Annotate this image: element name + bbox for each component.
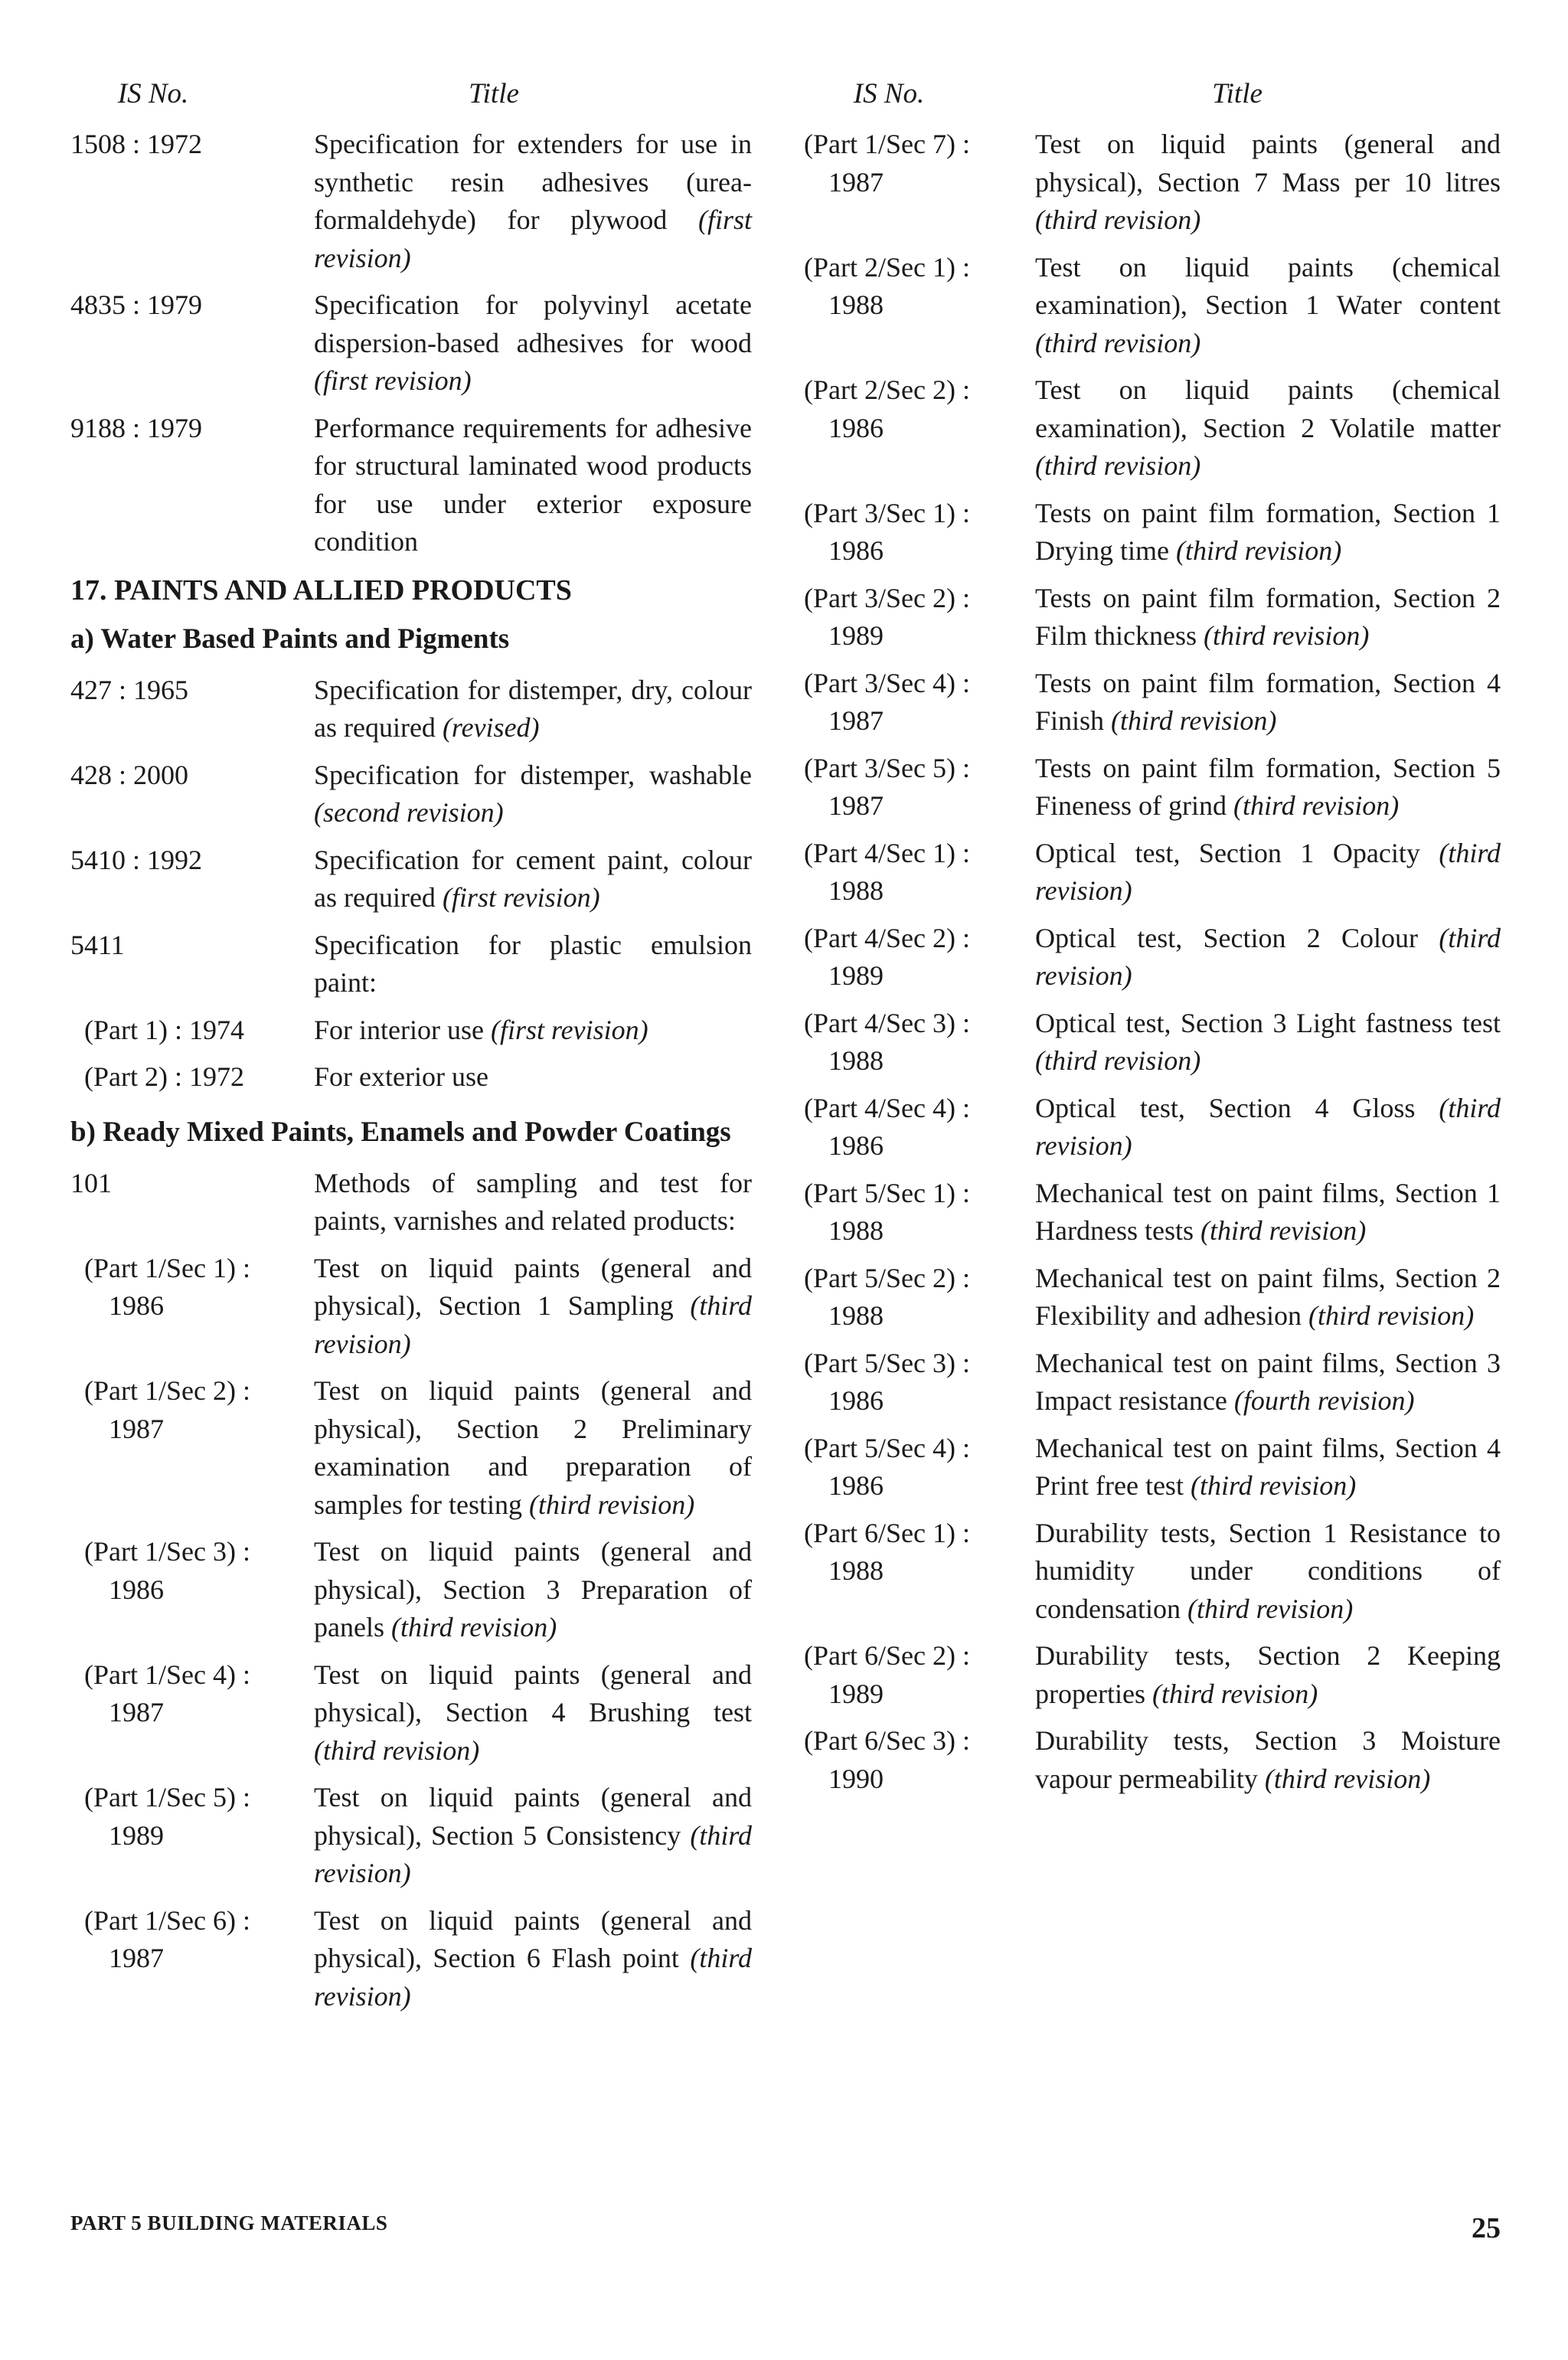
standard-title: Mechanical test on paint films, Section 4 Print free test (third revision): [1035, 1432, 1501, 1501]
is-number: (Part 3/Sec 1) : 1986: [804, 497, 970, 566]
standard-entry: [804, 920, 1501, 995]
standard-entry: [70, 1902, 752, 2016]
standard-entry: [70, 672, 752, 747]
left-column-header: [70, 77, 752, 112]
standard-entry: [804, 1175, 1501, 1250]
is-number: 5410 : 1992: [70, 844, 203, 875]
is-number: (Part 5/Sec 3) : 1986: [804, 1347, 970, 1416]
is-number: (Part 1/Sec 7) : 1987: [804, 129, 970, 198]
standard-title: Test on liquid paints (general and physical), Section 4 Brushing test (third revision): [314, 1659, 752, 1766]
standard-title: For exterior use: [314, 1061, 488, 1092]
standard-entry: [804, 1637, 1501, 1713]
standard-entry: [804, 1260, 1501, 1335]
standard-entry: [804, 1090, 1501, 1165]
is-number: (Part 2/Sec 1) : 1988: [804, 251, 970, 320]
subsection-heading: a) Water Based Paints and Pigments: [70, 623, 510, 655]
is-number: (Part 1/Sec 3) : 1986: [84, 1536, 250, 1605]
is-number: (Part 3/Sec 4) : 1987: [804, 667, 970, 736]
standard-entry: [70, 410, 752, 561]
is-number: (Part 1) : 1974: [84, 1014, 244, 1045]
is-number: (Part 5/Sec 2) : 1988: [804, 1262, 970, 1331]
standard-title: Durability tests, Section 3 Moisture vapour permeability (third revision): [1035, 1725, 1501, 1794]
standard-entry: [70, 1165, 752, 1240]
is-number: 427 : 1965: [70, 674, 189, 705]
is-number: (Part 5/Sec 1) : 1988: [804, 1177, 970, 1246]
page-footer: [70, 2211, 1501, 2245]
right-column: [804, 77, 1501, 1807]
is-number: (Part 6/Sec 3) : 1990: [804, 1725, 970, 1794]
standard-entry: [70, 1250, 752, 1364]
standard-entry: [70, 1012, 752, 1050]
is-number: (Part 4/Sec 1) : 1988: [804, 837, 970, 906]
standard-entry: [804, 1430, 1501, 1505]
standard-title: Test on liquid paints (chemical examination), Section 1 Water content (third revision): [1035, 251, 1501, 358]
standard-title: Specification for cement paint, colour as required (first revision): [314, 844, 752, 913]
standard-title: Test on liquid paints (general and physical), Section 6 Flash point (third revision): [314, 1904, 753, 2012]
standard-title: Tests on paint film formation, Section 1 Drying time (third revision): [1035, 497, 1501, 566]
standard-entry: [70, 757, 752, 832]
is-number: 4835 : 1979: [70, 289, 203, 320]
standard-title: Specification for plastic emulsion paint:: [314, 929, 752, 998]
footer-part-label: PART 5 BUILDING MATERIALS: [70, 2211, 388, 2234]
standard-entry: [804, 371, 1501, 485]
standard-entry: [804, 835, 1501, 910]
is-number: (Part 2/Sec 2) : 1986: [804, 374, 970, 443]
left-column: [70, 77, 752, 2025]
standard-entry: [804, 1722, 1501, 1798]
standard-entry: [70, 1058, 752, 1097]
page-number: 25: [1472, 2212, 1501, 2244]
is-number: (Part 3/Sec 5) : 1987: [804, 752, 970, 821]
standard-title: Test on liquid paints (chemical examination), Section 2 Volatile matter (third revision): [1035, 374, 1501, 481]
standard-title: Mechanical test on paint films, Section 1 Hardness tests (third revision): [1035, 1177, 1501, 1246]
is-number: (Part 1/Sec 6) : 1987: [84, 1904, 250, 1973]
standard-entry: [804, 580, 1501, 655]
standard-title: Durability tests, Section 1 Resistance to humidity under conditions of condensation (third revision): [1035, 1517, 1501, 1624]
is-number: (Part 6/Sec 1) : 1988: [804, 1517, 970, 1586]
standard-title: Specification for polyvinyl acetate dispersion-based adhesives for wood (first revision): [314, 289, 752, 396]
standard-title: Specification for distemper, dry, colour as required (revised): [314, 674, 752, 743]
standard-title: Specification for distemper, washable (second revision): [314, 759, 752, 828]
standard-entry: [804, 665, 1501, 740]
standard-title: Test on liquid paints (general and physical), Section 2 Preliminary examination and preparation of samples for testing (third revision): [314, 1375, 752, 1520]
standard-entry: [804, 495, 1501, 570]
standard-entry: [804, 249, 1501, 363]
right-column-header: [804, 77, 1501, 112]
standard-title: Methods of sampling and test for paints, varnishes and related products:: [314, 1167, 752, 1236]
is-number: (Part 2) : 1972: [84, 1061, 244, 1092]
standard-title: Tests on paint film formation, Section 2 Film thickness (third revision): [1035, 582, 1501, 651]
standard-title: For interior use (first revision): [314, 1014, 648, 1045]
standard-entry: [70, 1656, 752, 1770]
standard-entry: [70, 927, 752, 1002]
is-number: (Part 1/Sec 1) : 1986: [84, 1252, 250, 1321]
standard-title: Test on liquid paints (general and physical), Section 1 Sampling (third revision): [314, 1252, 752, 1359]
standard-title: Test on liquid paints (general and physical), Section 5 Consistency (third revision): [314, 1782, 753, 1888]
standard-entry: [804, 1515, 1501, 1629]
section-heading: 17. PAINTS AND ALLIED PRODUCTS: [70, 574, 572, 606]
standard-title: Tests on paint film formation, Section 4 Finish (third revision): [1035, 667, 1501, 736]
is-number: (Part 5/Sec 4) : 1986: [804, 1432, 970, 1501]
standard-title: Test on liquid paints (general and physical), Section 3 Preparation of panels (third revision): [314, 1536, 752, 1643]
standard-title: Durability tests, Section 2 Keeping properties (third revision): [1035, 1640, 1501, 1709]
is-number: 428 : 2000: [70, 759, 189, 790]
is-no-heading: IS No.: [117, 78, 189, 110]
standard-title: Performance requirements for adhesive for structural laminated wood products for use under exterior exposure condition: [314, 412, 752, 557]
standard-title: Mechanical test on paint films, Section 3 Impact resistance (fourth revision): [1035, 1347, 1501, 1416]
standard-title: Optical test, Section 2 Colour (third revision): [1035, 922, 1501, 991]
standard-entry: [70, 1372, 752, 1524]
standard-entry: [70, 126, 752, 277]
is-number: (Part 4/Sec 4) : 1986: [804, 1092, 970, 1161]
standard-title: Optical test, Section 3 Light fastness test (third revision): [1035, 1007, 1501, 1076]
right-entries-list: [804, 126, 1501, 1798]
is-number: 101: [70, 1167, 112, 1198]
standard-title: Specification for extenders for use in synthetic resin adhesives (urea-formaldehyde) for plywood (first revision): [314, 129, 752, 273]
standard-entry: [804, 1345, 1501, 1420]
standard-title: Optical test, Section 1 Opacity (third revision): [1035, 837, 1501, 906]
title-heading: Title: [469, 78, 519, 110]
is-number: (Part 3/Sec 2) : 1989: [804, 582, 970, 651]
subsection-heading: b) Ready Mixed Paints, Enamels and Powder Coatings: [70, 1116, 731, 1148]
standard-entry: [70, 286, 752, 400]
is-number: 1508 : 1972: [70, 129, 203, 159]
is-number: (Part 1/Sec 5) : 1989: [84, 1782, 250, 1851]
standard-entry: [804, 750, 1501, 825]
is-number: 5411: [70, 929, 125, 960]
standard-title: Test on liquid paints (general and physical), Section 7 Mass per 10 litres (third revision): [1035, 129, 1501, 235]
standard-entry: [70, 1779, 752, 1893]
standard-title: Optical test, Section 4 Gloss (third revision): [1035, 1092, 1501, 1161]
is-number: (Part 1/Sec 2) : 1987: [84, 1375, 250, 1444]
is-number: (Part 4/Sec 3) : 1988: [804, 1007, 970, 1076]
standard-entry: [804, 126, 1501, 240]
title-heading: Title: [1212, 78, 1263, 110]
is-number: (Part 1/Sec 4) : 1987: [84, 1659, 250, 1728]
is-no-heading: IS No.: [853, 78, 925, 110]
standard-title: Mechanical test on paint films, Section 2 Flexibility and adhesion (third revision): [1035, 1262, 1501, 1331]
standard-entry: [804, 1005, 1501, 1080]
is-number: (Part 6/Sec 2) : 1989: [804, 1640, 970, 1709]
standard-title: Tests on paint film formation, Section 5 Fineness of grind (third revision): [1035, 752, 1501, 821]
standard-entry: [70, 842, 752, 917]
standard-entry: [70, 1533, 752, 1647]
is-number: 9188 : 1979: [70, 412, 203, 443]
is-number: (Part 4/Sec 2) : 1989: [804, 922, 970, 991]
